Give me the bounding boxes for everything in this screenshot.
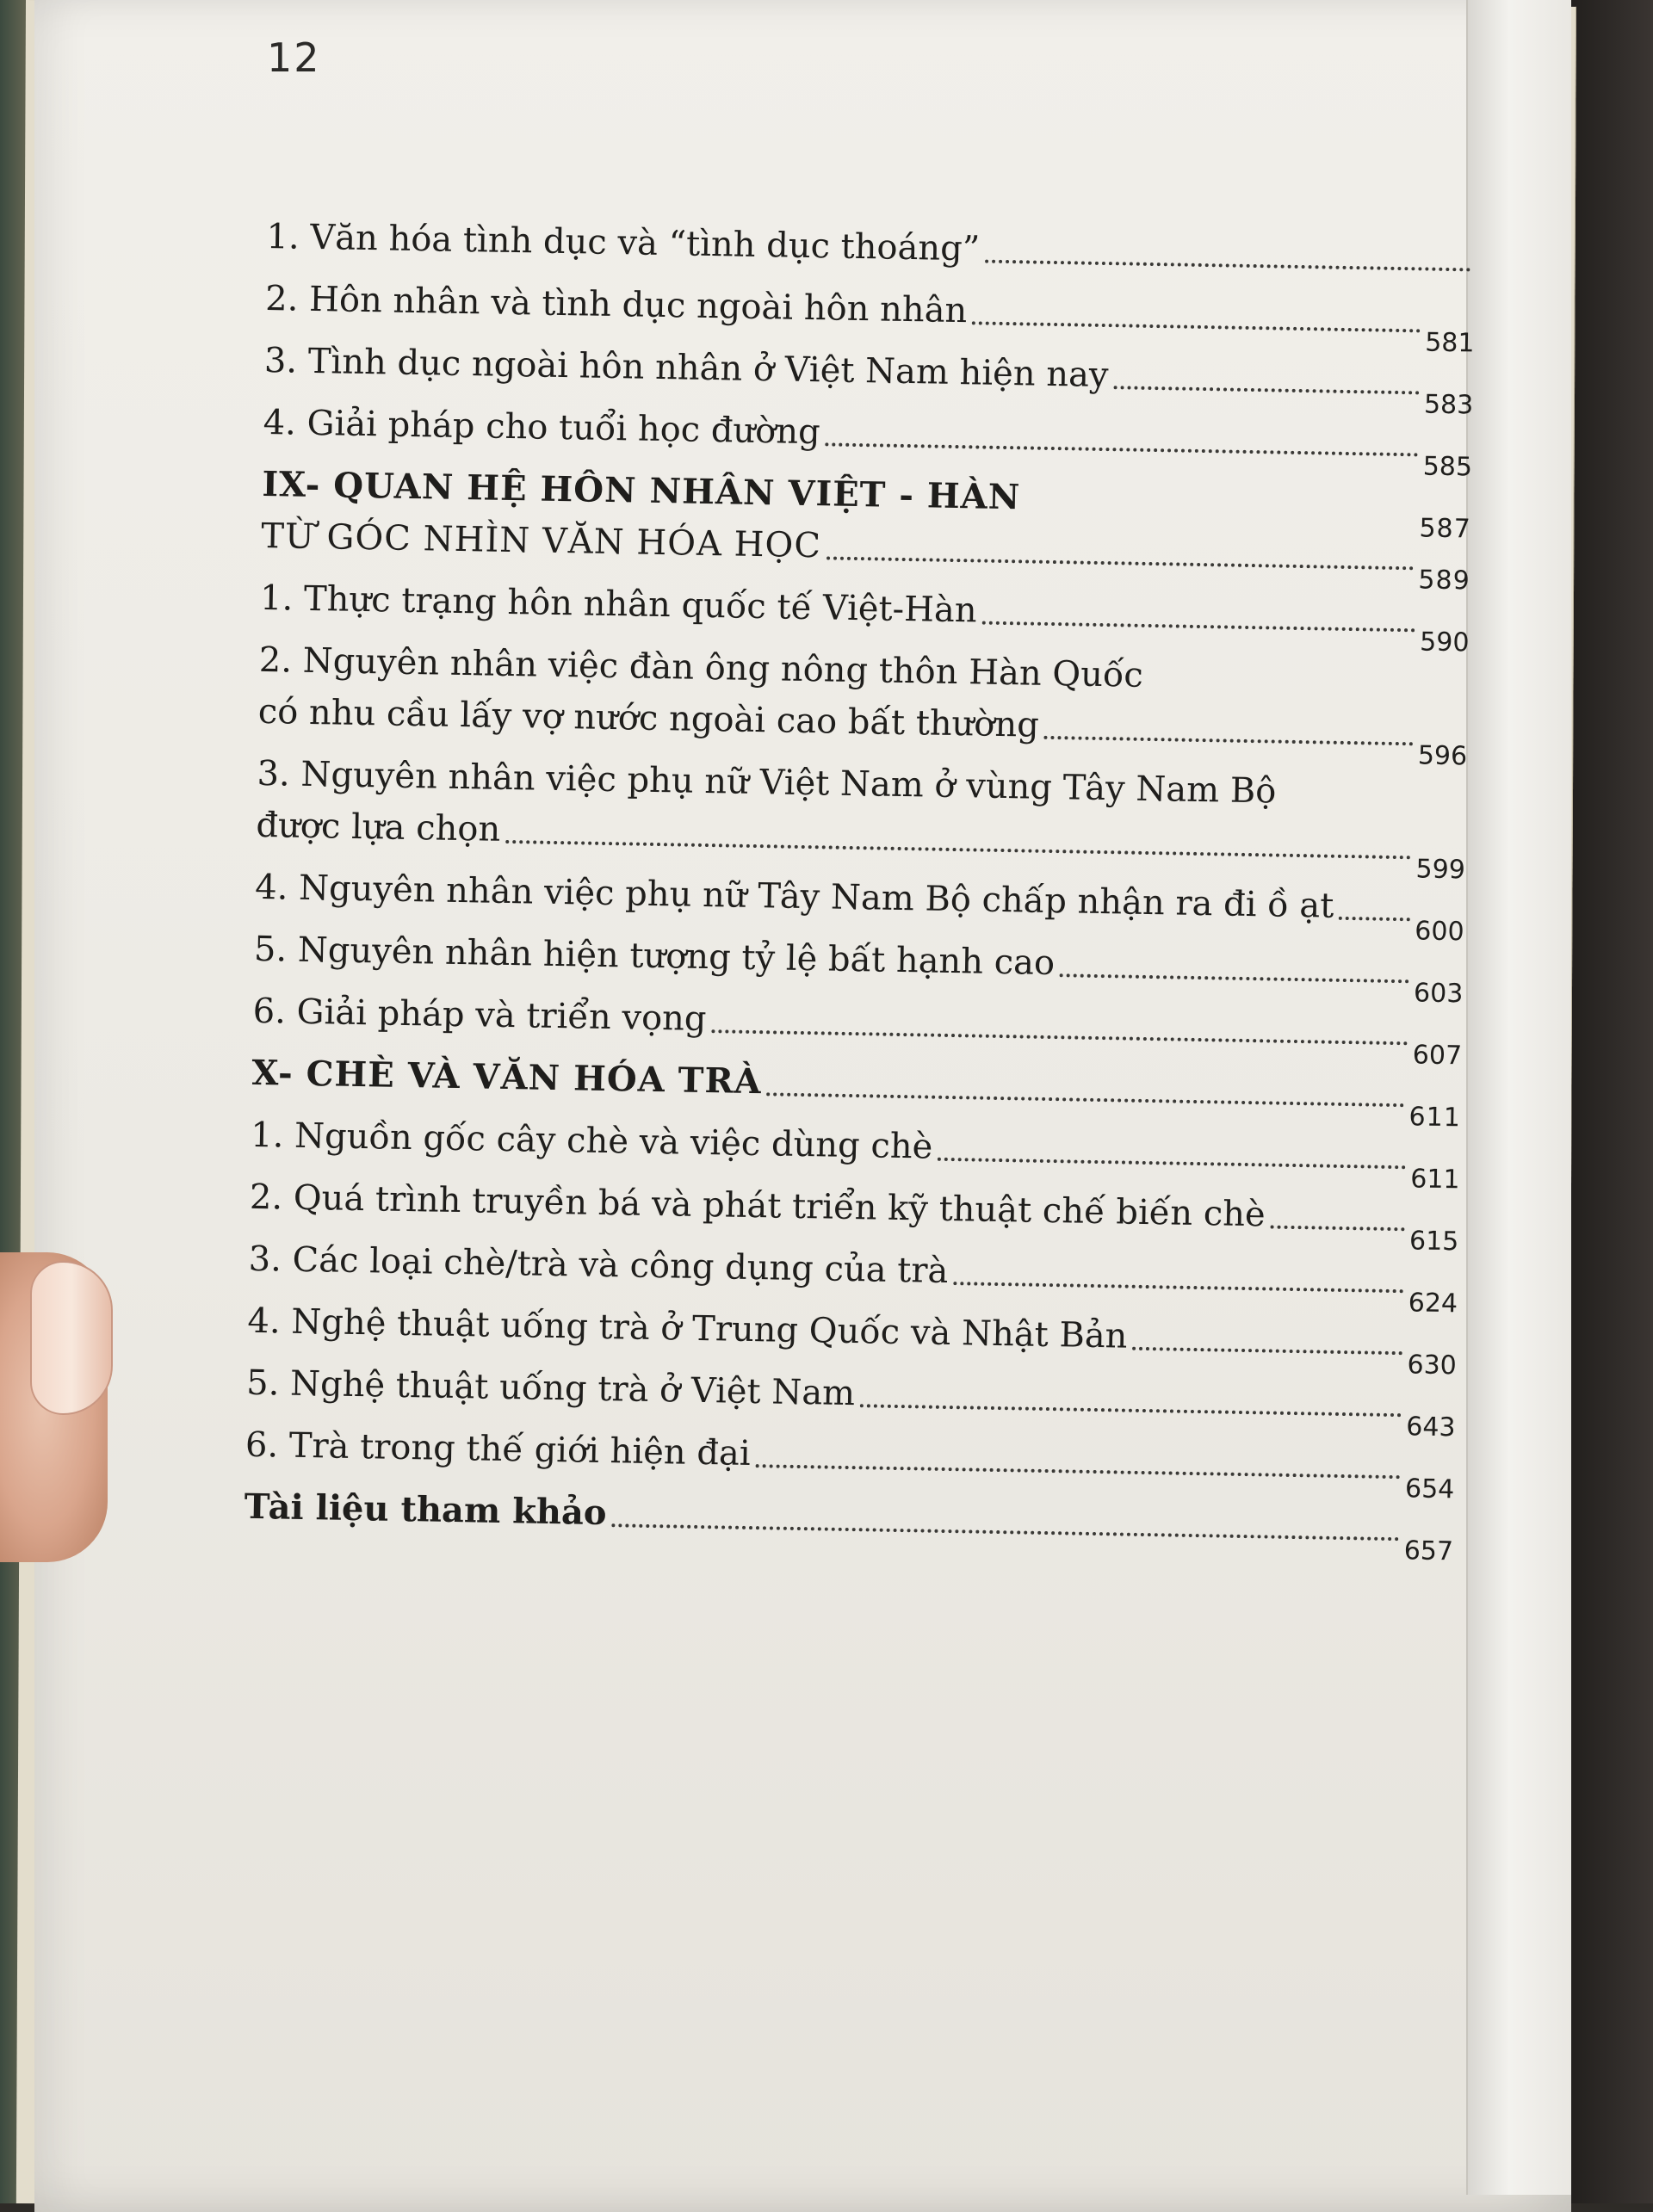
toc-entry [257,634,1469,772]
toc-entry-label: 5. Nguyên nhân hiện tượng tỷ lệ bất hạnh cao [253,929,1056,984]
page-number: 12 [267,34,321,81]
toc-entry [256,748,1467,886]
dot-leader [1113,386,1419,394]
fingernail [30,1261,113,1415]
toc-entry-references [244,1481,1454,1567]
toc-section-heading [251,1047,1462,1134]
toc-entry [263,397,1473,483]
dot-leader [1270,1226,1404,1232]
dot-leader [1044,736,1414,745]
toc-entry-label: 1. Thực trạng hôn nhân quốc tế Việt-Hàn [259,578,977,631]
toc-entry-page: 585 [1422,451,1473,483]
toc-entry [254,862,1465,948]
toc-entry-page: 611 [1409,1164,1460,1196]
toc-entry-label: 3. Tình dục ngoài hôn nhân ở Việt Nam hiện nay [263,340,1109,396]
toc-entry [252,986,1463,1072]
toc-entry-page: 607 [1412,1040,1463,1072]
toc-entry-page: 603 [1413,978,1464,1010]
toc-entry-page: 590 [1419,627,1470,658]
toc-entry-label: 2. Hôn nhân và tình dục ngoài hôn nhân [264,278,968,331]
dot-leader [938,1158,1406,1169]
toc-section-title: X- CHÈ VÀ VĂN HÓA TRÀ [251,1052,763,1103]
toc-entry-label: 1. Nguồn gốc cây chè và việc dùng chè [250,1115,933,1167]
toc-entry-page: 596 [1417,740,1468,772]
toc-entry-page: 589 [1418,565,1471,596]
dot-leader [755,1464,1400,1479]
toc-section-heading [261,459,1472,596]
toc-entry-label-line2: được lựa chọn [256,805,501,850]
toc-entry [248,1233,1458,1319]
dot-leader [766,1092,1403,1107]
toc-entry [259,572,1470,658]
toc-entry-label: 6. Trà trong thế giới hiện đại [245,1424,751,1474]
toc-entry [247,1295,1458,1381]
toc-section-title-line2: TỪ GÓC NHÌN VĂN HÓA HỌC [261,516,822,566]
toc-entry [245,1419,1455,1505]
toc-entry-page: 599 [1415,854,1466,886]
toc-entry-page: 600 [1415,916,1464,948]
dot-leader [1339,917,1410,921]
toc-entry-label: 4. Nghệ thuật uống trà ở Trung Quốc và Nhật Bản [247,1301,1128,1356]
toc-entry [253,924,1464,1010]
toc-entry [264,273,1476,359]
dot-leader [505,840,1411,859]
toc-entry-page: 583 [1423,389,1474,421]
toc-entry-label: 6. Giải pháp và triển vọng [252,991,707,1040]
toc-entry-page: 615 [1408,1226,1459,1257]
toc-entry-page: 630 [1407,1350,1458,1381]
toc-entry [249,1171,1459,1257]
toc-entry [250,1109,1461,1196]
toc-entry [263,335,1474,421]
toc-entry-page: 581 [1424,327,1475,359]
toc-entry-page: 654 [1404,1474,1455,1505]
dot-leader [985,260,1470,272]
dot-leader [826,556,1414,570]
dot-leader [611,1523,1399,1541]
toc-entry-page: 624 [1408,1288,1458,1319]
next-page-curl [1466,0,1571,2195]
toc-entry-page: 657 [1403,1535,1454,1567]
dot-leader [825,442,1418,456]
toc-entry [266,211,1477,284]
toc-entry-label-line2: có nhu cầu lấy vợ nước ngoài cao bất thường [257,691,1040,745]
toc-entry-label: 3. Các loại chè/trà và công dụng của trà [248,1239,949,1291]
dot-leader [972,321,1421,332]
toc-entry-page: 643 [1405,1412,1456,1443]
toc-entry-label: Tài liệu tham khảo [244,1486,607,1534]
toc-entry-label: 4. Nguyên nhân việc phụ nữ Tây Nam Bộ chấp nhận ra đi ồ ạt [254,867,1334,926]
toc-entry-label: 2. Quá trình truyền bá và phát triển kỹ thuật chế biến chè [249,1177,1266,1235]
toc-section-title-line1: IX- QUAN HỆ HÔN NHÂN VIỆT - HÀN [262,463,1021,518]
dot-leader [981,621,1415,633]
dot-leader [953,1282,1403,1293]
toc-entry-label-line1: 3. Nguyên nhân việc phụ nữ Việt Nam ở vùng Tây Nam Bộ [257,753,1277,812]
toc-entry-page: 611 [1408,1102,1462,1134]
dot-leader [711,1029,1408,1045]
book-page [34,0,1571,2212]
toc-entry [245,1357,1457,1443]
toc-entry-label-line1: 2. Nguyên nhân việc đàn ông nông thôn Hàn Quốc [258,640,1144,695]
toc-entry-page-prev: 587 [1419,513,1472,545]
toc-entry-label: 1. Văn hóa tình dục và “tình dục thoáng” [266,216,981,269]
table-of-contents [244,211,1477,1567]
dot-leader [860,1404,1402,1417]
toc-entry-label: 4. Giải pháp cho tuổi học đường [263,402,821,453]
toc-entry-label: 5. Nghệ thuật uống trà ở Việt Nam [245,1362,856,1414]
dot-leader [1060,973,1409,983]
dot-leader [1132,1347,1402,1355]
